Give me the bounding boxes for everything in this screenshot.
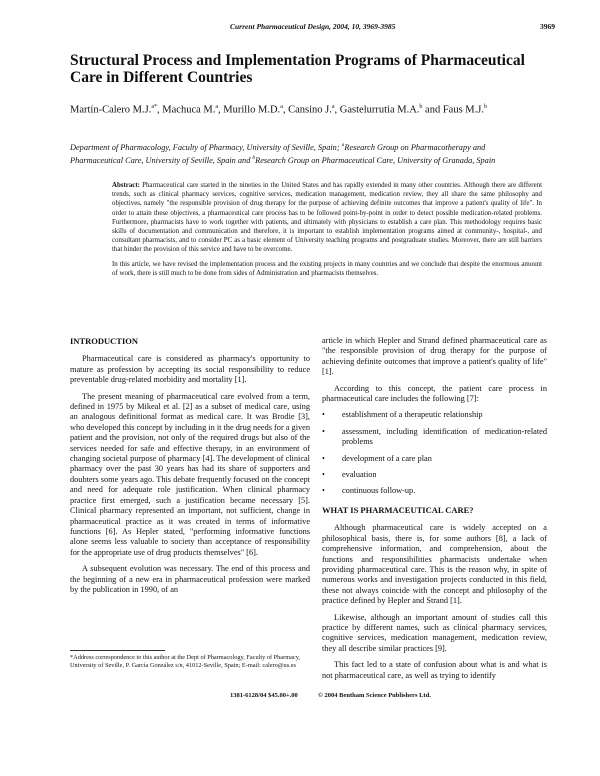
page-number: 3969: [540, 22, 555, 31]
list-item: • assessment, including identification of medication-related problems: [322, 427, 547, 448]
body-paragraph: A subsequent evolution was necessary. The end of this process and the beginning of a new era in pharmaceutical profession were marked by the publication in 1990, of an: [70, 564, 310, 594]
footer-issn: 1381-6128/04 $45.00+.00: [230, 692, 298, 699]
body-paragraph: Pharmaceutical care is considered as pharmacy's opportunity to mature as profession by accepting its social responsibility to reduce preventable drug-related morbidity and mortality [1].: [70, 354, 310, 385]
list-item: • development of a care plan: [322, 454, 547, 464]
body-paragraph: According to this concept, the patient care process in pharmaceutical care includes the following [7]:: [322, 383, 547, 404]
correspondence-footnote: *Address correspondence to this author at the Dept of Pharmacology, Faculty of Pharmacy, University of Seville, P. García González s/n, 41012-Seville, Spain; E-mail: calero@us.es: [70, 654, 301, 670]
body-paragraph: article in which Hepler and Strand defined pharmaceutical care as "the responsible provision of drug therapy for the purpose of achieving definite outcomes that improve a patient's quality of life" [1].: [322, 336, 547, 377]
abstract-paragraph: Abstract: Pharmaceutical care started in the nineties in the United States and has rapidly extended in many other countries. Although there are different trends, such as clinical pharmacy services, cognitive services, medication management, medication review, they all share the same philosophy and objectives, namely "the responsible provision of drug therapy for the purpose of achieving definite outcomes that improve a patient's quality of life". In order to attain these objectives, a pharmaceutical care process has to be followed point-by-point in order to detect possible medication-related problems. Furthermore, pharmacists have to work together with patients, and ultimately with physicians to establish a care plan. This methodology requires basic skills of documentation and communication and therefore, it is important to establish implementation programs aimed at community-, hospital-, and consultant pharmacists, and to consider PC as a basic element of University teaching programs and postgraduate studies. Moreover, there are still barriers that hinder the provision of this service and have to be overcome.: [112, 182, 542, 254]
left-column: [70, 336, 310, 601]
body-paragraph: Although pharmaceutical care is widely accepted on a philosophical basis, there is, for some authors [8], a lack of comprehensive information, and comprehension, about the functions and responsibilities pharmacists undertake when providing pharmaceutical care. This is the reason why, in spite of numerous works and investigation projects conducted in this field, these not always coincide with the concept and philosophy of the practice defined by Hepler and Strand [1].: [322, 523, 547, 606]
abstract-label: Abstract:: [112, 182, 140, 189]
author-name: Martín-Calero M.J.: [70, 104, 152, 116]
abstract-paragraph: In this article, we have revised the implementation process and the existing projects in many countries and we conclude that despite the enormous amount of work, there is still much to be done from sides of Administration and pharmacists themselves.: [112, 260, 542, 277]
care-process-list: [322, 410, 547, 496]
author-list: Martín-Calero M.J.$^{a*}$, Machuca M.$^a$, Murillo M.D.$^a$, Cansino J.$^a$, Gastelurrutia M.A.$^b$ and Faus M.J.$^b$: [70, 104, 487, 116]
right-column: [322, 336, 547, 687]
author-marker: b: [483, 104, 487, 110]
author-marker: a: [280, 104, 283, 110]
section-heading-introduction: INTRODUCTION: [70, 336, 139, 346]
footer-copyright: © 2004 Bentham Science Publishers Ltd.: [318, 692, 431, 699]
author-name: Murillo M.D.: [223, 104, 281, 116]
body-paragraph: The present meaning of pharmaceutical care evolved from a term, defined in 1975 by Mikeal et al. [2] as a subset of medical care, using an analogous definitional format as medical care. It was Brodie [3], who developed this concept by including in it the drug needs for a given patient and the provision, not only of the required drugs but also of the services needed for safe and effective therapy, in an environment of changing societal purpose of pharmacy [4]. The development of clinical pharmacy over the past 30 years has had its share of supporters and doubters some years ago. This debate frequently focused on the concept and need for adequate role justification. When clinical pharmacy practice first emerged, such a justification became necessary [5]. Clinical pharmacy represented an important, not sufficient, change in pharmaceutical practice as it was created in terms of informative functions [6]. As Hepler stated, "performing informative functions alone seems less valuable to society than acceptance of responsibility for the appropriate use of drug products themselves" [6].: [70, 391, 310, 557]
affiliations: Department of Pharmacology, Faculty of Pharmacy, University of Seville, Spain; $^a$Research Group on Pharmacotherapy and Pharmaceutical Care, University of Seville, Spain and $^b$Research Group on Pharmaceutical Care, University of Granada, Spain: [70, 142, 496, 165]
author-name: Gastelurrutia M.A.: [339, 104, 420, 116]
body-paragraph: This fact led to a state of confusion about what is and what is not pharmaceutical care, as well as trying to identify: [322, 660, 547, 680]
list-item: • continuous follow-up.: [322, 486, 547, 496]
body-paragraph: Likewise, although an important amount of studies call this practice by different names, such as clinical pharmacy services, cognitive services, medication management, medication review, they all describe similar practices [9].: [322, 612, 547, 653]
author-name: Cansino J.: [288, 104, 332, 116]
section-heading-what-is-pc: WHAT IS PHARMACEUTICAL CARE?: [322, 504, 474, 515]
running-header-journal: Current Pharmaceutical Design, 2004, 10, 3969-3985: [230, 22, 396, 31]
author-marker: a: [331, 104, 335, 110]
abstract: [112, 181, 542, 283]
author-marker: a*: [151, 104, 158, 110]
list-item: • establishment of a therapeutic relationship: [322, 410, 547, 420]
author-name: Faus M.J.: [442, 104, 484, 116]
list-item: • evaluation: [322, 470, 547, 480]
footnote-divider: [70, 650, 165, 651]
article-title: Structural Process and Implementation Programs of Pharmaceutical Care in Different Countries: [70, 52, 525, 86]
author-marker: b: [419, 104, 423, 110]
author-name: Machuca M.: [162, 104, 216, 116]
author-marker: a: [215, 104, 219, 110]
